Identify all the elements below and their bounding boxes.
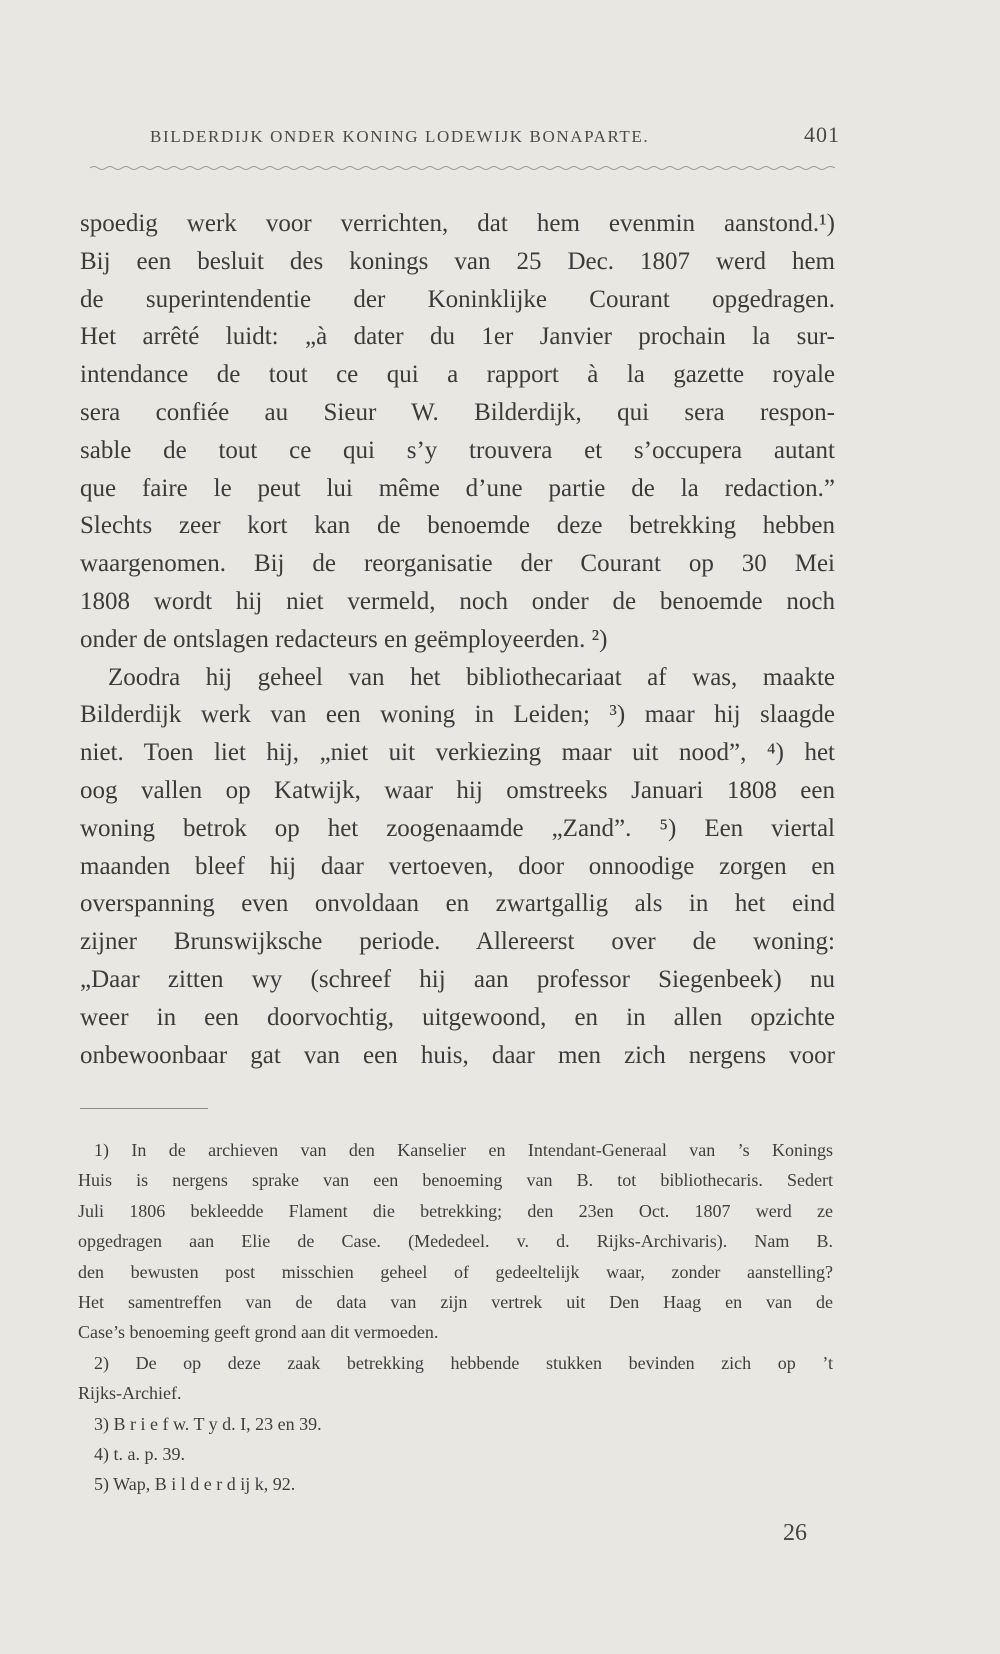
footnote-rule [80,1108,208,1109]
footnotes [78,1135,833,1500]
body-line: sable de tout ce qui s’y trouvera et s’occupera autant [80,436,835,464]
body-line: maanden bleef hij daar vertoeven, door onnoodige zorgen en [80,852,835,880]
footnote-line: 4) t. a. p. 39. [94,1443,185,1464]
body-line: oog vallen op Katwijk, waar hij omstreeks Januari 1808 een [80,776,835,804]
signature-mark: 26 [783,1520,807,1546]
body-line: spoedig werk voor verrichten, dat hem evenmin aanstond.¹) [80,210,835,237]
footnote-line: 1) In de archieven van den Kanselier en Intendant-Generaal van ’s Konings [94,1140,833,1160]
footnote-line: 2) De op deze zaak betrekking hebbende stukken bevinden zich op ’t [94,1352,833,1373]
body-line: 1808 wordt hij niet vermeld, noch onder de benoemde noch [80,587,835,615]
footnote-line: den bewusten post misschien geheel of gedeeltelijk waar, zonder aanstelling? [78,1261,833,1282]
body-line: Het arrêté luidt: „à dater du 1er Janvier prochain la sur- [80,323,835,351]
body-line: niet. Toen liet hij, „niet uit verkiezing maar uit nood”, ⁴) het [80,739,835,767]
running-title: BILDERDIJK ONDER KONING LODEWIJK BONAPARTE. [150,127,650,146]
body-line: que faire le peut lui même d’une partie de la redaction.” [80,474,835,502]
body-line: Zoodra hij geheel van het bibliothecariaat af was, maakte [108,663,835,691]
body-line: overspanning even onvoldaan en zwartgallig als in het eind [80,890,835,918]
body-line: Bilderdijk werk van een woning in Leiden; ³) maar hij slaagde [80,701,835,729]
body-line: onbewoonbaar gat van een huis, daar men zich nergens voor [80,1041,835,1069]
running-header [150,122,840,148]
body-line: de superintendentie der Koninklijke Courant opgedragen. [80,285,835,313]
footnote-line: Huis is nergens sprake van een benoeming van B. tot bibliothecaris. Sedert [78,1170,833,1191]
footnote-line: 5) Wap, B i l d e r d ij k, 92. [94,1474,296,1495]
body-line: onder de ontslagen redacteurs en geëmployeerden. ²) [80,625,608,653]
body-line: Slechts zeer kort kan de benoemde deze betrekking hebben [80,512,835,540]
footnote-line: Rijks-Archief. [78,1383,182,1404]
footnote-line: opgedragen aan Elie de Case. (Mededeel. v. d. Rijks-Archivaris). Nam B. [78,1231,833,1252]
page-number: 401 [804,122,840,147]
body-line: Bij een besluit des konings van 25 Dec. 1807 werd hem [80,247,835,275]
body-line: intendance de tout ce qui a rapport à la gazette royale [80,361,835,389]
header-rule [90,165,835,171]
footnote-line: Juli 1806 bekleedde Flament die betrekking; den 23en Oct. 1807 werd ze [78,1200,833,1221]
body-line: „Daar zitten wy (schreef hij aan professor Siegenbeek) nu [80,965,835,993]
footnote-line: Case’s benoeming geeft grond aan dit vermoeden. [78,1322,439,1343]
body-text [80,205,835,1074]
body-line: zijner Brunswijksche periode. Allereerst over de woning: [80,928,835,956]
body-line: sera confiée au Sieur W. Bilderdijk, qui sera respon- [80,398,835,426]
body-line: waargenomen. Bij de reorganisatie der Courant op 30 Mei [80,550,835,578]
body-line: woning betrok op het zoogenaamde „Zand”. ⁵) Een viertal [80,814,835,842]
footnote-line: 3) B r i e f w. T y d. I, 23 en 39. [94,1413,322,1434]
body-line: weer in een doorvochtig, uitgewoond, en in allen opzichte [80,1003,835,1031]
footnote-line: Het samentreffen van de data van zijn vertrek uit Den Haag en van de [78,1291,833,1312]
